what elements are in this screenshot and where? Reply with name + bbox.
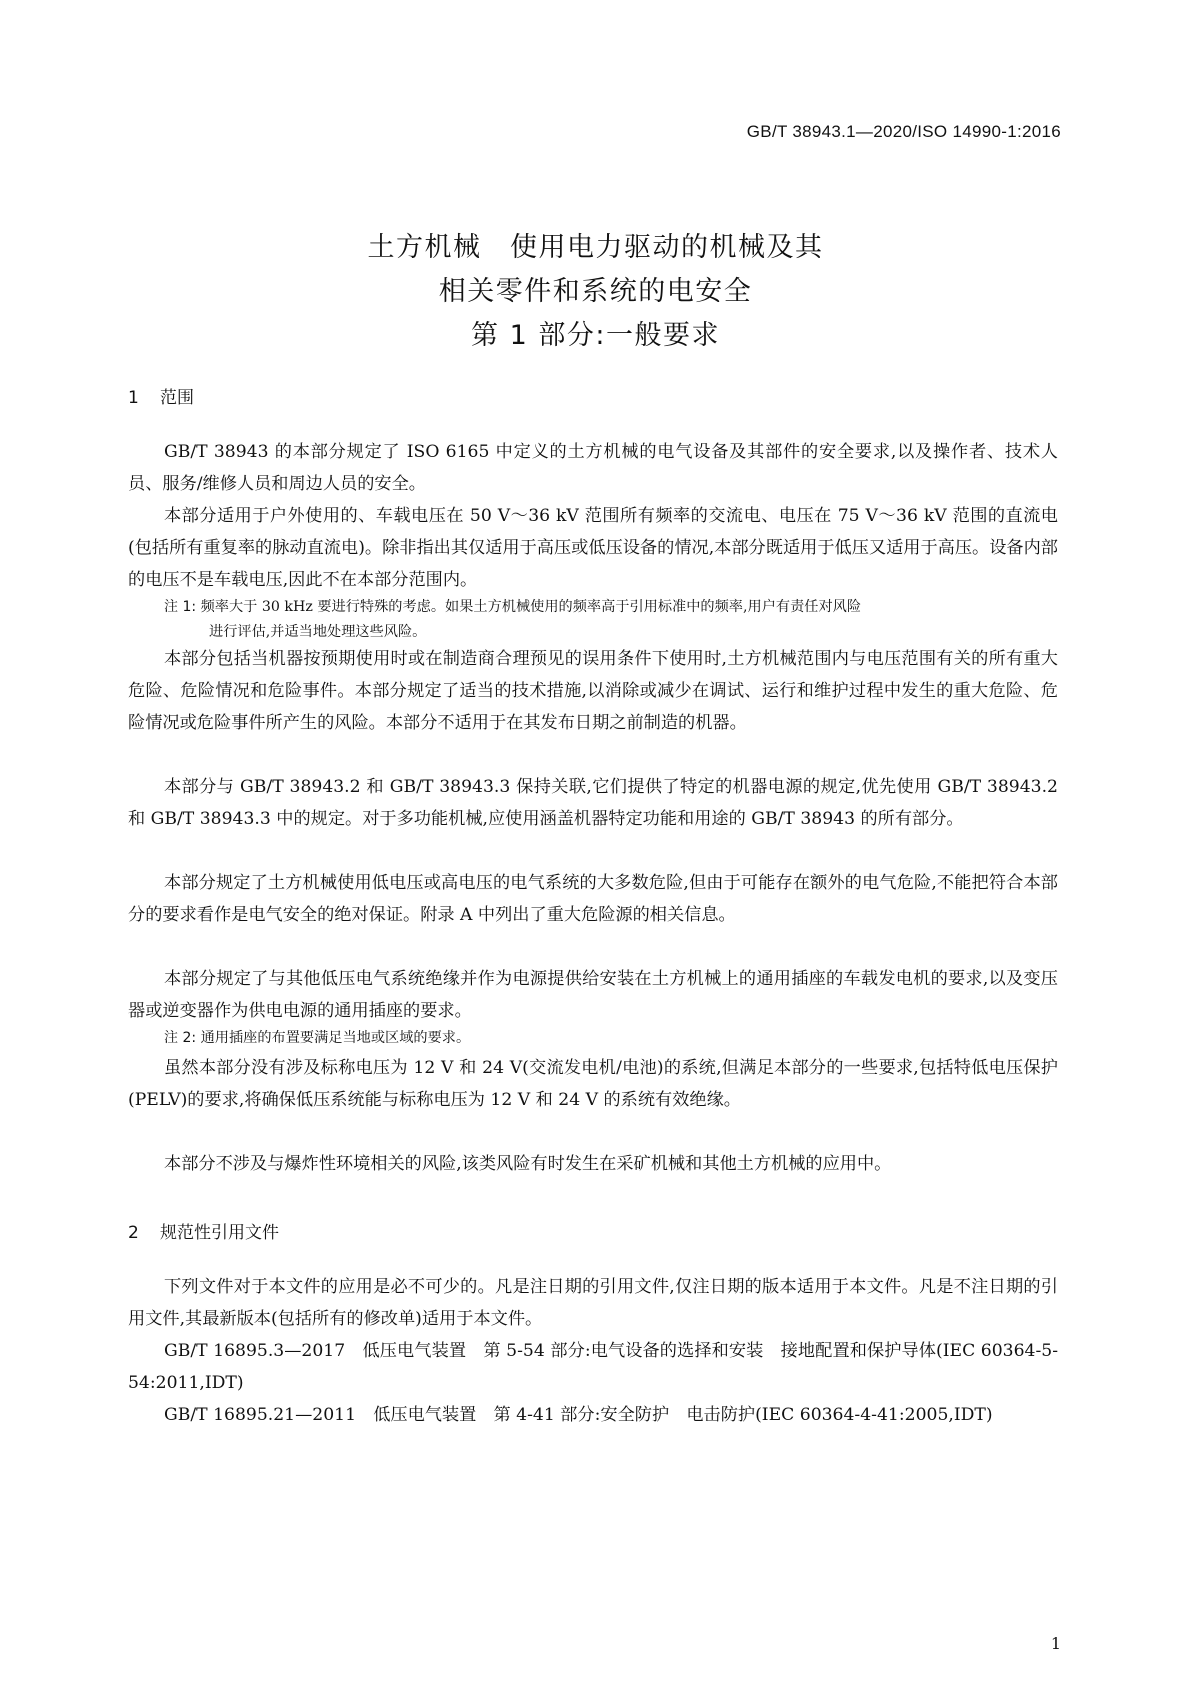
section-1-heading <box>128 383 194 408</box>
section-1-paragraph-2: 本部分适用于户外使用的、车载电压在 50 V～36 kV 范围所有频率的交流电、电压在 75 V～36 kV 范围的直流电(包括所有重复率的脉动直流电)。除非指出其仅适用于高压或低压设备的情况,本部分既适用于低压又适用于高压。设备内部的电压不是车载电压,因此不在本部分范围内。 <box>128 506 1058 590</box>
section-1-paragraph-1: GB/T 38943 的本部分规定了 ISO 6165 中定义的土方机械的电气设备及其部件的安全要求,以及操作者、技术人员、服务/维修人员和周边人员的安全。 <box>128 442 1058 494</box>
title-line-3: 第 1 部分:一般要求 <box>471 320 720 351</box>
note-1-label: 注 1: <box>164 599 197 615</box>
note-2-label: 注 2: <box>164 1030 197 1046</box>
section-1-paragraph-5: 本部分规定了土方机械使用低电压或高电压的电气系统的大多数危险,但由于可能存在额外的电气危险,不能把符合本部分的要求看作是电气安全的绝对保证。附录 A 中列出了重大危险源的相关信息。 <box>128 873 1058 925</box>
document-title <box>0 226 1191 358</box>
section-1-paragraph-8: 本部分不涉及与爆炸性环境相关的风险,该类风险有时发生在采矿机械和其他土方机械的应用中。 <box>164 1154 892 1174</box>
section-1-paragraph-4: 本部分与 GB/T 38943.2 和 GB/T 38943.3 保持关联,它们提供了特定的机器电源的规定,优先使用 GB/T 38943.2 和 GB/T 38943.3 中的规定。对于多功能机械,应使用涵盖机器特定功能和用途的 GB/T 38943 的所有部分。 <box>128 777 1058 829</box>
title-line-2: 相关零件和系统的电安全 <box>438 276 753 307</box>
section-2-paragraph-1: 下列文件对于本文件的应用是必不可少的。凡是注日期的引用文件,仅注日期的版本适用于本文件。凡是不注日期的引用文件,其最新版本(包括所有的修改单)适用于本文件。 <box>128 1277 1058 1329</box>
section-2-number: 2 <box>128 1223 139 1243</box>
section-1-paragraph-3: 本部分包括当机器按预期使用时或在制造商合理预见的误用条件下使用时,土方机械范围内与电压范围有关的所有重大危险、危险情况和危险事件。本部分规定了适当的技术措施,以消除或减少在调试、运行和维护过程中发生的重大危险、危险情况或危险事件所产生的风险。本部分不适用于在其发布日期之前制造的机器。 <box>128 649 1058 733</box>
section-2-heading <box>128 1218 279 1243</box>
note-1-text-line-2: 进行评估,并适当地处理这些风险。 <box>209 624 427 640</box>
normative-reference-1: GB/T 16895.3—2017 低压电气装置 第 5-54 部分:电气设备的选择和安装 接地配置和保护导体(IEC 60364-5-54:2011,IDT) <box>128 1341 1058 1393</box>
page-number: 1 <box>1050 1634 1061 1653</box>
section-1-paragraph-6: 本部分规定了与其他低压电气系统绝缘并作为电源提供给安装在土方机械上的通用插座的车载发电机的要求,以及变压器或逆变器作为供电电源的通用插座的要求。 <box>128 969 1058 1021</box>
section-1-number: 1 <box>128 388 139 408</box>
standard-code: GB/T 38943.1—2020/ISO 14990-1:2016 <box>746 122 1061 141</box>
note-1 <box>164 595 1058 645</box>
note-2-text: 通用插座的布置要满足当地或区域的要求。 <box>200 1030 471 1046</box>
section-2-title: 规范性引用文件 <box>160 1223 279 1243</box>
section-1-paragraph-7: 虽然本部分没有涉及标称电压为 12 V 和 24 V(交流发电机/电池)的系统,但满足本部分的一些要求,包括特低电压保护(PELV)的要求,将确保低压系统能与标称电压为 12 V 和 24 V 的系统有效绝缘。 <box>128 1058 1058 1110</box>
note-2 <box>164 1026 1058 1051</box>
section-1-title: 范围 <box>160 388 194 408</box>
note-1-text-line-1: 频率大于 30 kHz 要进行特殊的考虑。如果土方机械使用的频率高于引用标准中的频率,用户有责任对风险 <box>200 599 862 615</box>
title-line-1: 土方机械 使用电力驱动的机械及其 <box>367 232 824 263</box>
normative-reference-2: GB/T 16895.21—2011 低压电气装置 第 4-41 部分:安全防护 电击防护(IEC 60364-4-41:2005,IDT) <box>164 1405 993 1425</box>
